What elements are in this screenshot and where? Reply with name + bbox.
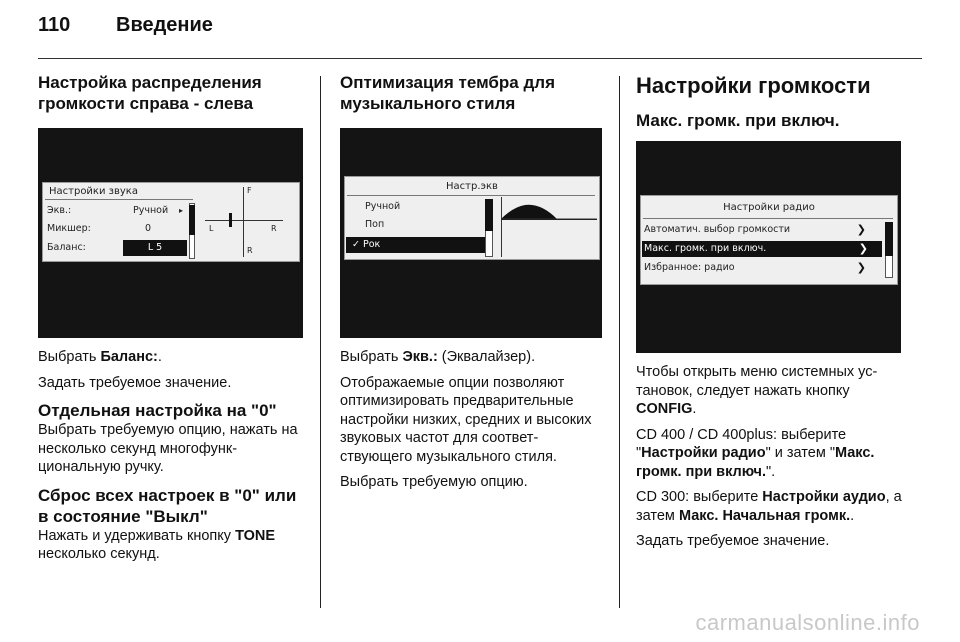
radio-settings-screen	[640, 195, 898, 285]
sound-settings-screen: Настройки звука Экв.: Ручной ▸ Микшер: 0 Баланс: L 5 F R L R	[42, 182, 300, 262]
section-title-volume: Настройки громкости	[636, 73, 871, 98]
section-title-equalizer: Оптимизация тембра для музыкального стиля	[340, 73, 555, 113]
paragraph-cd400: CD 400 / CD 400plus: выберите "Настройки радио" и затем "Макс. громк. при включ.".	[636, 426, 875, 480]
paragraph-select-balance: Выбрать Баланс:.	[38, 349, 162, 365]
mixer-row: Микшер: 0	[47, 223, 152, 234]
eq-item-manual: Ручной	[365, 201, 401, 212]
header-rule	[38, 58, 922, 59]
page-number: 110	[38, 14, 71, 36]
chapter-title: Введение	[116, 14, 213, 36]
balance-value: L 5	[123, 240, 187, 256]
paragraph-open-config: Чтобы открыть меню системных установок, следует нажать кнопку CONFIG.	[636, 364, 878, 417]
page-header	[38, 14, 213, 37]
eq-item-pop: Поп	[365, 219, 385, 230]
eq-row: Экв.: Ручной ▸	[47, 205, 184, 216]
section-title-balance: Настройка распределения громкости справа - слева	[38, 73, 262, 113]
menu-item-favorites-radio: Избранное: радио ❯	[644, 261, 866, 274]
subsection-reset-all: Сброс всех настроек в "0" или в состояние "Выкл"	[38, 485, 297, 526]
paragraph-reset-one: Выбрать требуемую опцию, нажать на несколько секунд многофункциональную ручку.	[38, 422, 298, 475]
paragraph-select-eq: Выбрать Экв.: (Эквалайзер).	[340, 349, 536, 365]
paragraph-select-option: Выбрать требуемую опцию.	[340, 474, 528, 490]
eq-screen	[344, 176, 600, 260]
screen-title: Настройки звука	[49, 186, 138, 197]
paragraph-set-volume: Задать требуемое значение.	[636, 533, 830, 549]
column-equalizer	[340, 72, 602, 492]
menu-item-max-startup-volume: Макс. громк. при включ. ❯	[642, 241, 882, 257]
screen-title: Настр.экв	[446, 181, 498, 192]
paragraph-reset-all: Нажать и удерживать кнопку TONE несколько секунд.	[38, 527, 276, 562]
paragraph-cd300: CD 300: выберите Настройки аудио, а затем Макс. Начальная громк..	[636, 489, 902, 524]
screen-title: Настройки радио	[723, 202, 815, 213]
column-balance	[38, 72, 303, 564]
column-divider-2	[619, 76, 620, 608]
subsection-reset-one: Отдельная настройка на "0"	[38, 401, 277, 420]
screen-photo-eq	[340, 128, 602, 338]
balance-row: Баланс: L 5	[47, 240, 191, 256]
screen-photo-radio-settings	[636, 141, 901, 353]
menu-item-auto-volume: Автоматич. выбор громкости ❯	[644, 223, 866, 236]
subsection-max-startup-volume: Макс. громк. при включ.	[636, 111, 840, 130]
paragraph-set-value: Задать требуемое значение.	[38, 374, 232, 391]
eq-curve-icon	[501, 197, 597, 257]
column-volume	[636, 72, 904, 551]
screen-photo-sound-settings	[38, 128, 303, 338]
watermark: carmanualsonline.info	[695, 610, 920, 635]
column-divider-1	[320, 76, 321, 608]
paragraph-eq-options: Отображаемые опции позволяют оптимизировать предварительные настройки низких, средних и высоких звуковых частот для соответствующего музыкального стиля.	[340, 374, 592, 465]
eq-item-rock: ✓ Рок	[346, 237, 486, 253]
